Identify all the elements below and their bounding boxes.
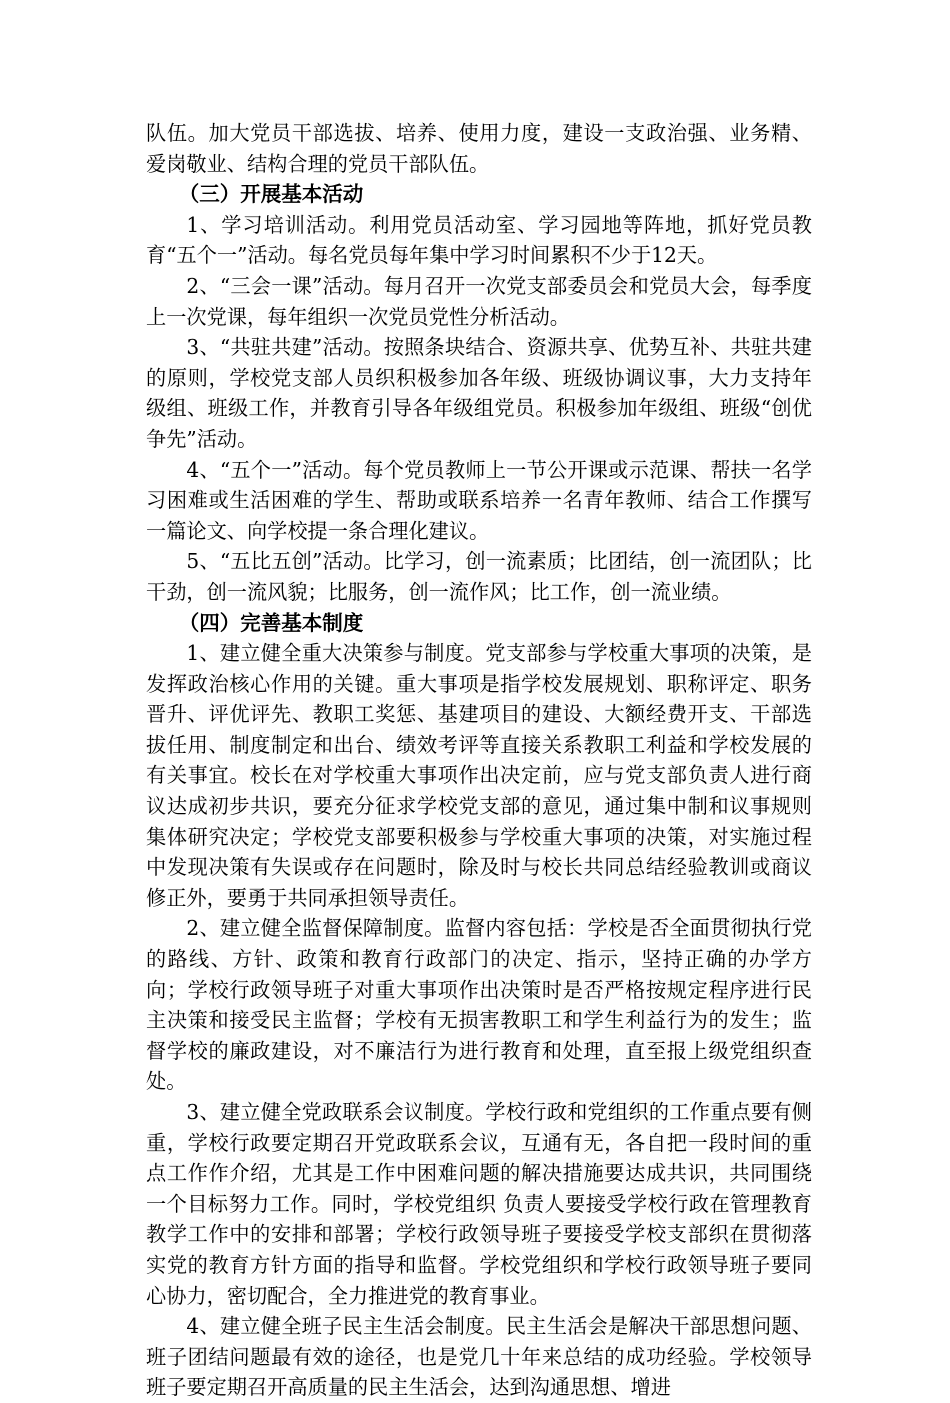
paragraph-democratic-life: 4、建立健全班子民主生活会制度。民主生活会是解决干部思想问题、班子团结问题最有效的途径，也是党几十年来总结的成功经验。学校领导班子要定期召开高质量的民主生活会，达到沟通思想、增进 (146, 1314, 812, 1400)
paragraph-co-build: 3、“共驻共建”活动。按照条块结合、资源共享、优势互补、共驻共建的原则，学校党支部人员织积极参加各年级、班级协调议事，大力支持年级组、班级工作，并教育引导各年级组党员。积极参加年级组、班级“创优争先”活动。 (146, 335, 812, 451)
paragraph-continuation: 队伍。加大党员干部选拔、培养、使用力度，建设一支政治强、业务精、爱岗敬业、结构合理的党员干部队伍。 (146, 121, 812, 176)
section-heading-3: （三）开展基本活动 (178, 182, 364, 207)
section-heading-4: （四）完善基本制度 (178, 610, 364, 635)
paragraph-party-admin-meeting: 3、建立健全党政联系会议制度。学校行政和党组织的工作重点要有侧重，学校行政要定期召开党政联系会议，互通有无，各自把一段时间的重点工作作介绍，尤其是工作中困难问题的解决措施要达成共识，共同围绕一个目标努力工作。同时，学校党组织 负责人要接受学校行政在管理教育教学工作中的安排和部署；学校行政领导班子要接受学校支部织在贯彻落实党的教育方针方面的指导和监督。学校党组织和学校行政领导班子要同心协力，密切配合，全力推进党的教育事业。 (146, 1100, 812, 1308)
paragraph-supervision: 2、建立健全监督保障制度。监督内容包括：学校是否全面贯彻执行党的路线、方针、政策和教育行政部门的决定、指示，坚持正确的办学方向；学校行政领导班子对重大事项作出决策时是否严格按规定程序进行民主决策和接受民主监督；学校有无损害教职工和学生利益行为的发生；监督学校的廉政建设，对不廉洁行为进行教育和处理，直至报上级党组织查处。 (146, 916, 812, 1094)
paragraph-five-compare: 5、“五比五创”活动。比学习，创一流素质；比团结，创一流团队；比干劲，创一流风貌；比服务，创一流作风；比工作，创一流业绩。 (146, 549, 812, 604)
document-page (146, 118, 812, 1403)
paragraph-three-meetings: 2、“三会一课”活动。每月召开一次党支部委员会和党员大会，每季度上一次党课，每年组织一次党员党性分析活动。 (146, 273, 812, 329)
paragraph-major-decisions: 1、建立健全重大决策参与制度。党支部参与学校重大事项的决策，是发挥政治核心作用的关键。重大事项是指学校发展规划、职称评定、职务晋升、评优评先、教职工奖惩、基建项目的建设、大额经费开支、干部选拔任用、制度制定和出台、绩效考评等直接关系教职工利益和学校发展的有关事宜。校长在对学校重大事项作出决定前，应与党支部负责人进行商议达成初步共识，要充分征求学校党支部的意见，通过集中制和议事规则集体研究决定；学校党支部要积极参与学校重大事项的决策，对实施过程中发现决策有失误或存在问题时，除及时与校长共同总结经验教训或商议修正外，要勇于共同承担领导责任。 (146, 641, 812, 910)
paragraph-five-ones: 4、“五个一”活动。每个党员教师上一节公开课或示范课、帮扶一名学习困难或生活困难的学生、帮助或联系培养一名青年教师、结合工作撰写一篇论文、向学校提一条合理化建议。 (146, 457, 812, 543)
paragraph-study-training: 1、学习培训活动。利用党员活动室、学习园地等阵地，抓好党员教育“五个一”活动。每名党员每年集中学习时间累积不少于12天。 (146, 212, 812, 268)
